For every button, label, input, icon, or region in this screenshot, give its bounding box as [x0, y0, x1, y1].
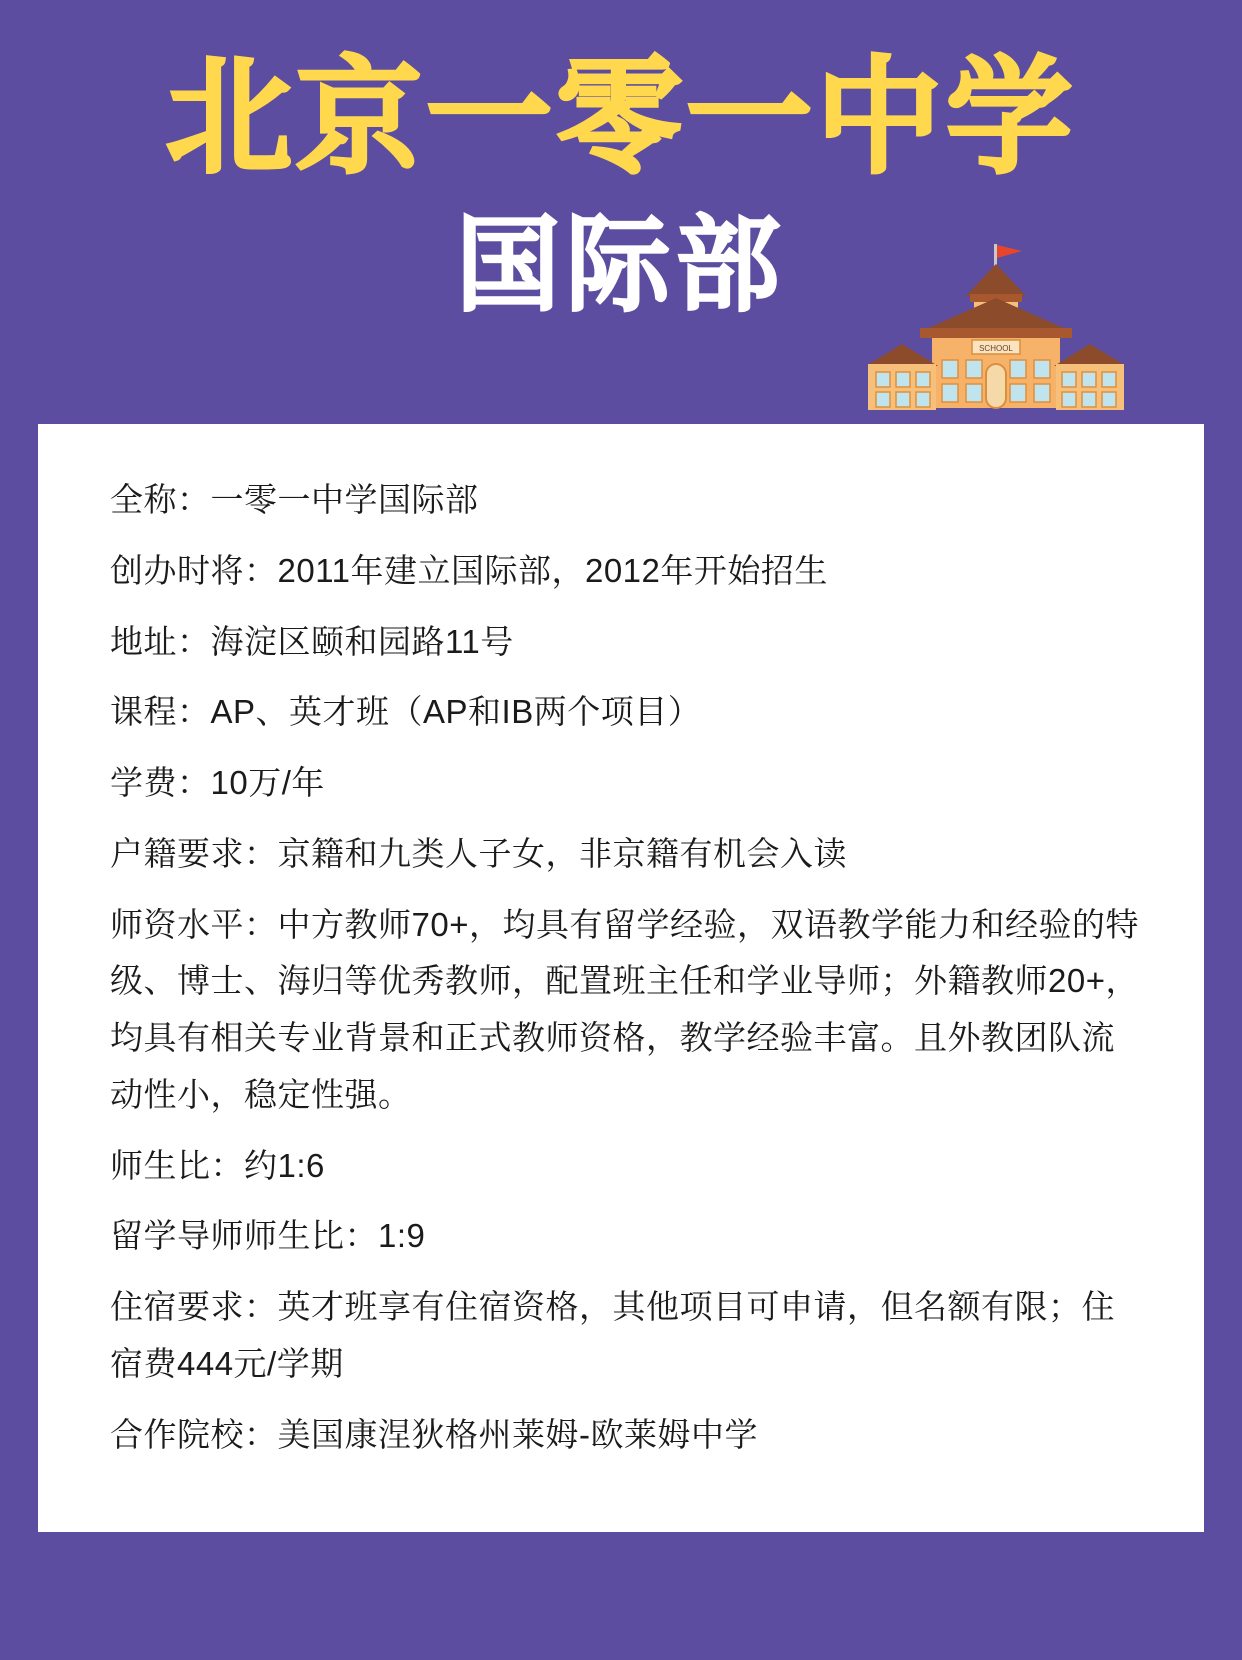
info-line-faculty: 师资水平：中方教师70+，均具有留学经验，双语教学能力和经验的特级、博士、海归等优秀教师，配置班主任和学业导师；外籍教师20+，均具有相关专业背景和正式教师资格，教学经验丰富。且外教团队流动性小，稳定性强。 — [110, 905, 1139, 1113]
poster-header — [0, 0, 1242, 420]
info-card-body — [38, 424, 1204, 1463]
info-line-partner-school: 合作院校：美国康涅狄格州莱姆-欧莱姆中学 — [110, 1415, 758, 1453]
info-line-tuition: 学费：10万/年 — [110, 764, 325, 801]
info-line-full-name: 全称：一零一中学国际部 — [110, 481, 479, 518]
info-line-curriculum: 课程：AP、英才班（AP和IB两个项目） — [110, 693, 702, 731]
info-line-boarding: 住宿要求：英才班享有住宿资格，其他项目可申请，但名额有限；住宿费444元/学期 — [110, 1288, 1115, 1382]
page-title: 北京一零一中学 — [166, 47, 1076, 188]
info-line-advisor-ratio: 留学导师师生比：1:9 — [110, 1217, 426, 1255]
info-line-student-teacher-ratio: 师生比：约1:6 — [110, 1146, 325, 1184]
info-line-residency-requirement: 户籍要求：京籍和九类人子女，非京籍有机会入读 — [110, 834, 847, 872]
svg-text:SCHOOL: SCHOOL — [979, 344, 1013, 353]
info-card — [38, 424, 1204, 1532]
info-line-address: 地址：海淀区颐和园路11号 — [110, 622, 514, 660]
school-building-illustration — [846, 238, 1146, 438]
info-line-founded: 创办时将：2011年建立国际部，2012年开始招生 — [110, 551, 828, 589]
page-subtitle: 国际部 — [455, 208, 786, 324]
